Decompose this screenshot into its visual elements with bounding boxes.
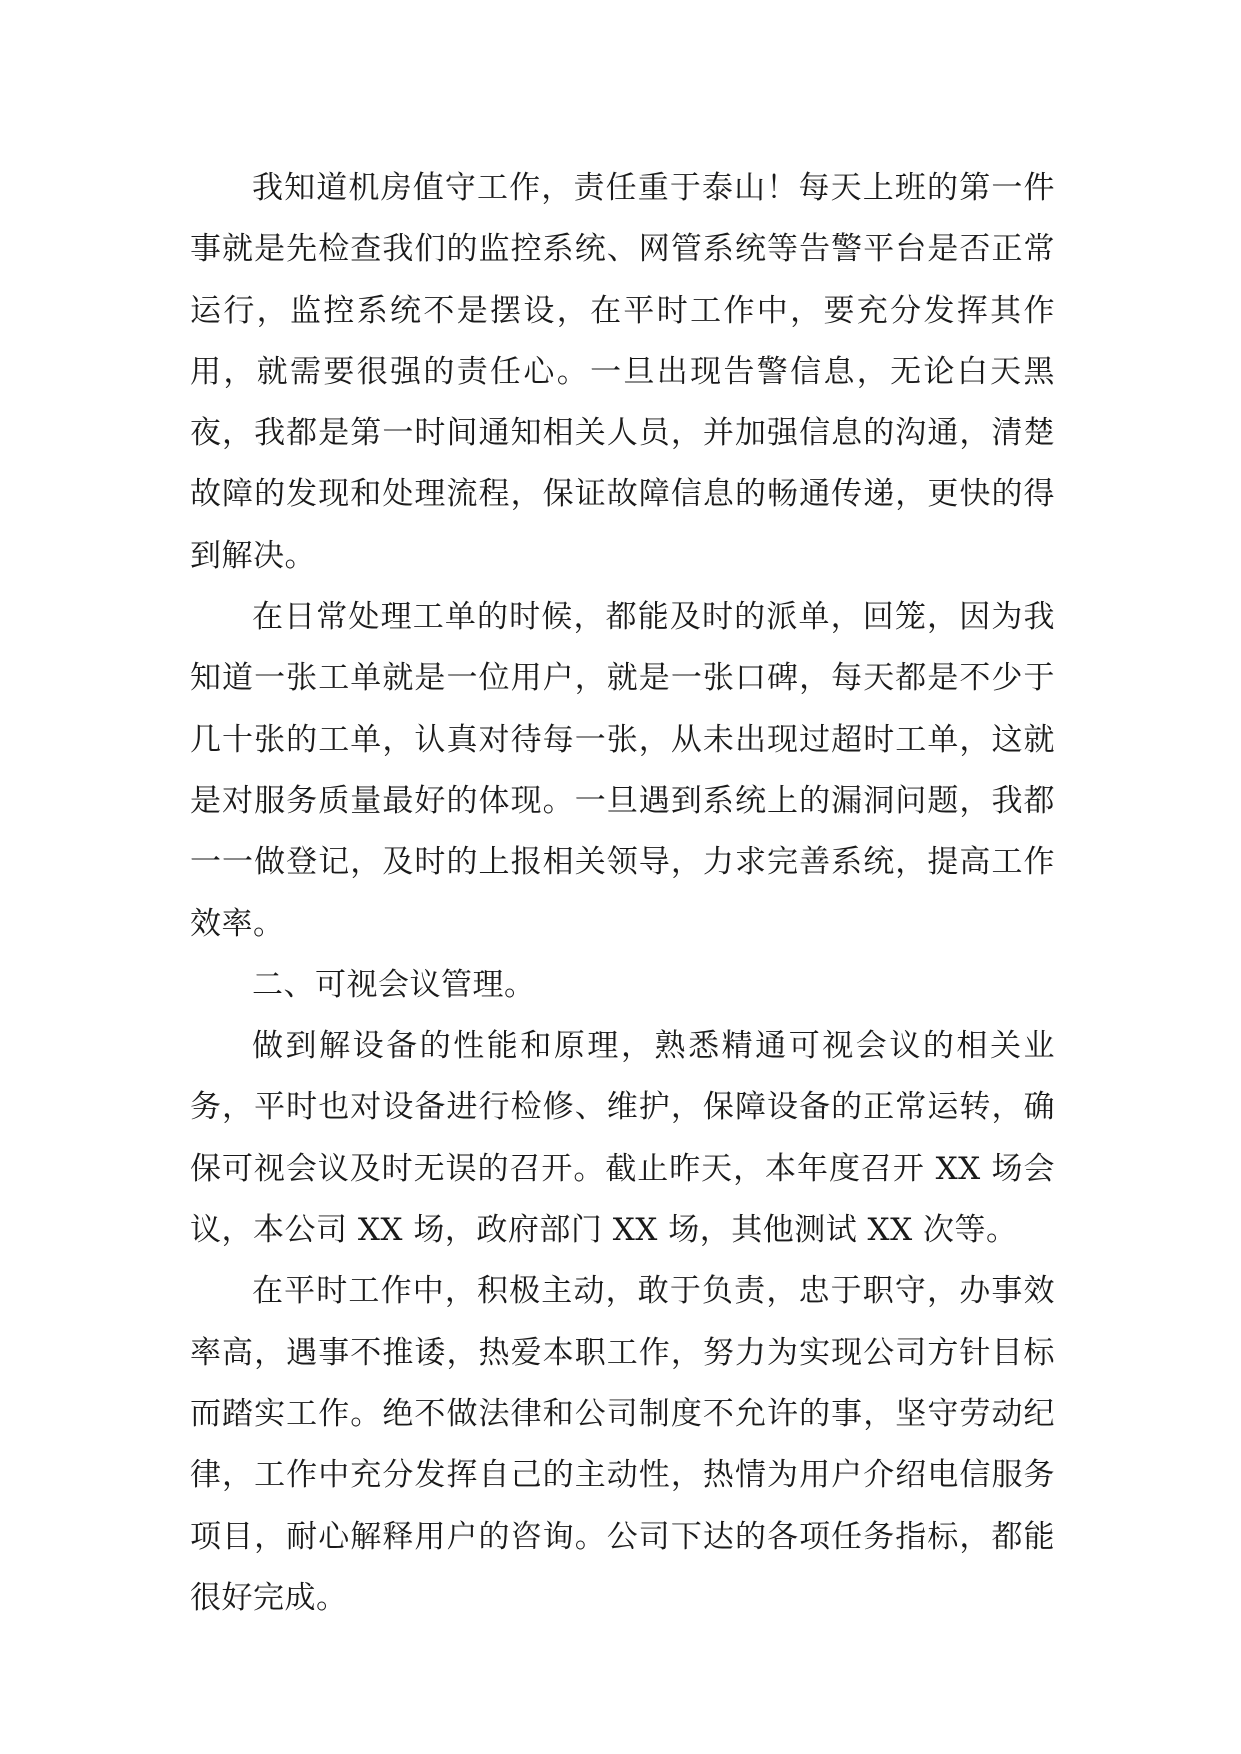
section-heading-video-conference: 二、可视会议管理。: [252, 966, 536, 1003]
paragraph-video-conference: 做到解设备的性能和原理，熟悉精通可视会议的相关业务，平时也对设备进行检修、维护，保障设备的正常运转，确保可视会议及时无误的召开。截止昨天，本年度召开 XX 场会议，本公司 XX 场，政府部门 XX 场，其他测试 XX 次等。: [190, 1028, 1055, 1249]
document-body: [190, 158, 1055, 1629]
paragraph-work-orders: 在日常处理工单的时候，都能及时的派单，回笼，因为我知道一张工单就是一位用户，就是一张口碑，每天都是不少于几十张的工单，认真对待每一张，从未出现过超时工单，这就是对服务质量最好的体现。一旦遇到系统上的漏洞问题，我都一一做登记，及时的上报相关领导，力求完善系统，提高工作效率。: [190, 599, 1055, 942]
paragraph-work-attitude: 在平时工作中，积极主动，敢于负责，忠于职守，办事效率高，遇事不推诿，热爱本职工作，努力为实现公司方针目标而踏实工作。绝不做法律和公司制度不允许的事，坚守劳动纪律，工作中充分发挥自己的主动性，热情为用户介绍电信服务项目，耐心解释用户的咨询。公司下达的各项任务指标，都能很好完成。: [190, 1273, 1055, 1616]
paragraph-duty-monitoring: 我知道机房值守工作，责任重于泰山！每天上班的第一件事就是先检查我们的监控系统、网管系统等告警平台是否正常运行，监控系统不是摆设，在平时工作中，要充分发挥其作用，就需要很强的责任心。一旦出现告警信息，无论白天黑夜，我都是第一时间通知相关人员，并加强信息的沟通，清楚故障的发现和处理流程，保证故障信息的畅通传递，更快的得到解决。: [190, 170, 1055, 574]
